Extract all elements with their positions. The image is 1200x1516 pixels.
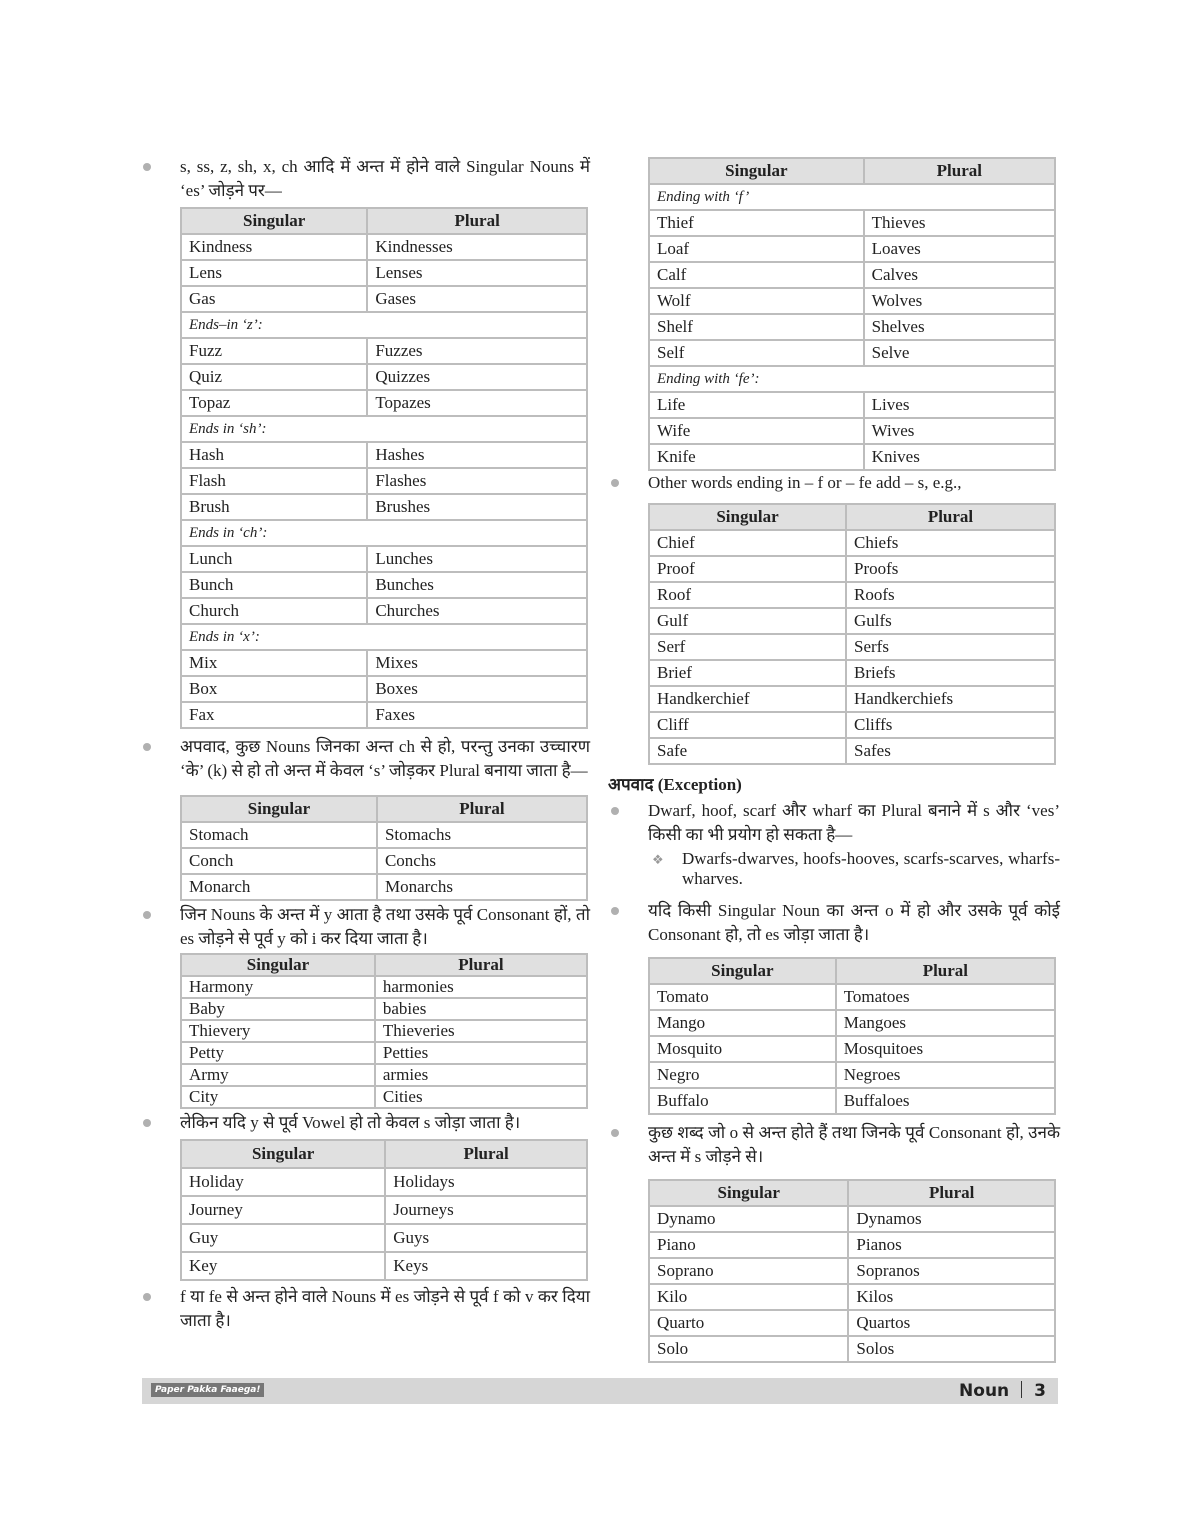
table-f-add-s [648,503,1056,765]
exception-heading: अपवाद (Exception) [608,775,742,794]
table-row [649,314,1055,340]
table-row [181,1042,587,1064]
cell-singular: Mix [181,650,367,676]
table-row [649,1232,1055,1258]
cell-singular: Baby [181,998,375,1020]
cell-plural: Monarchs [377,874,587,900]
table-row [181,822,587,848]
table-row [181,676,587,702]
cell-plural: Roofs [846,582,1055,608]
cell-singular: Flash [181,468,367,494]
cell-plural: armies [375,1064,587,1086]
table-row [649,1284,1055,1310]
cell-singular: Roof [649,582,846,608]
col-header-plural: Plural [836,958,1055,984]
table-row [181,442,587,468]
cell-plural: Churches [367,598,587,624]
cell-singular: Fuzz [181,338,367,364]
cell-plural: Fuzzes [367,338,587,364]
cell-singular: Kindness [181,234,367,260]
col-header-plural: Plural [848,1180,1055,1206]
table-row [649,288,1055,314]
cell-singular: Conch [181,848,377,874]
table-row [649,1036,1055,1062]
table-row [649,236,1055,262]
bullet-y-vowel [140,1111,590,1135]
cell-plural: Proofs [846,556,1055,582]
cell-singular: Army [181,1064,375,1086]
cell-singular: Box [181,676,367,702]
table-row [649,556,1055,582]
cell-plural: Kilos [848,1284,1055,1310]
col-header-singular: Singular [181,954,375,976]
table-row [181,1168,587,1196]
bullet-f-fe [140,1285,590,1333]
cell-singular: Loaf [649,236,864,262]
table-header-row [181,208,587,234]
cell-singular: Shelf [649,314,864,340]
cell-plural: Thieves [864,210,1055,236]
table-header-row [649,504,1055,530]
table-row [181,546,587,572]
bullet-text: जिन Nouns के अन्त में y आता है तथा उसके पूर्व Consonant हों, तो es जोड़ने से पूर्व y को i कर दिया जाता है। [180,905,590,948]
cell-plural: Journeys [385,1196,587,1224]
table-row [649,444,1055,470]
table-row [181,1224,587,1252]
cell-plural: Loaves [864,236,1055,262]
cell-singular: Thievery [181,1020,375,1042]
group-label: Ends–in ‘z’: [181,312,587,338]
table-row [649,686,1055,712]
bullet-dot-icon [611,907,619,915]
table-row [649,530,1055,556]
table-f-fe-plurals [648,157,1056,471]
cell-plural: Keys [385,1252,587,1280]
cell-plural: Holidays [385,1168,587,1196]
cell-plural: Boxes [367,676,587,702]
table-row [181,976,587,998]
table-row [649,210,1055,236]
table-row [649,984,1055,1010]
bullet-text: Other words ending in – f or – fe add – s, e.g., [648,473,962,492]
table-row [181,494,587,520]
cell-singular: Tomato [649,984,836,1010]
table-row [181,260,587,286]
cell-plural: Wives [864,418,1055,444]
cell-plural: Handkerchiefs [846,686,1055,712]
cell-plural: Serfs [846,634,1055,660]
cell-singular: Quiz [181,364,367,390]
cell-plural: Negroes [836,1062,1055,1088]
cell-plural: Bunches [367,572,587,598]
cell-singular: Journey [181,1196,385,1224]
cell-singular: Piano [649,1232,848,1258]
footer-page-info [959,1380,1046,1402]
table-row [649,1310,1055,1336]
cell-singular: Mango [649,1010,836,1036]
table-header-row [181,1140,587,1168]
cell-plural: Topazes [367,390,587,416]
cell-singular: Handkerchief [649,686,846,712]
table-y-consonant [180,953,588,1109]
table-row [181,650,587,676]
group-label-row [181,624,587,650]
cell-singular: Solo [649,1336,848,1362]
table-row [649,1062,1055,1088]
table-header-row [181,954,587,976]
group-label: Ending with ‘fe’: [649,366,1055,392]
cell-singular: Buffalo [649,1088,836,1114]
cell-plural: Faxes [367,702,587,728]
cell-singular: Cliff [649,712,846,738]
table-row [181,364,587,390]
cell-plural: Cities [375,1086,587,1108]
cell-plural: Briefs [846,660,1055,686]
cell-singular: Serf [649,634,846,660]
table-row [181,1020,587,1042]
bullet-dot-icon [143,163,151,171]
bullet-text: Dwarf, hoof, scarf और wharf का Plural बनाने में s और ‘ves’ किसी का भी प्रयोग हो सकता है— [648,801,1060,844]
col-header-singular: Singular [649,504,846,530]
table-row [649,634,1055,660]
col-header-plural: Plural [367,208,587,234]
col-header-plural: Plural [377,796,587,822]
col-header-plural: Plural [385,1140,587,1168]
cell-plural: babies [375,998,587,1020]
cell-singular: Wolf [649,288,864,314]
table-header-row [649,958,1055,984]
cell-plural: Stomachs [377,822,587,848]
cell-plural: Chiefs [846,530,1055,556]
page-footer [142,1378,1058,1404]
bullet-dwarf-hoof [608,799,1060,847]
table-row [649,392,1055,418]
cell-singular: Church [181,598,367,624]
table-row [181,874,587,900]
table-row [649,1010,1055,1036]
cell-plural: Solos [848,1336,1055,1362]
cell-plural: Tomatoes [836,984,1055,1010]
table-row [181,848,587,874]
chapter-name: Noun [959,1381,1010,1401]
cell-plural: Conchs [377,848,587,874]
cell-plural: Quizzes [367,364,587,390]
table-row [649,738,1055,764]
bullet-o-consonant-es [608,899,1060,947]
bullet-o-consonant-s [608,1121,1060,1169]
page-number: 3 [1034,1381,1046,1401]
cell-singular: City [181,1086,375,1108]
table-row [181,338,587,364]
col-header-plural: Plural [846,504,1055,530]
cell-singular: Bunch [181,572,367,598]
cell-singular: Topaz [181,390,367,416]
bullet-ch-exception [140,735,590,783]
cell-singular: Monarch [181,874,377,900]
bullet-dot-icon [143,911,151,919]
diamond-bullet-icon: ❖ [652,852,664,867]
cell-singular: Chief [649,530,846,556]
cell-singular: Lunch [181,546,367,572]
col-header-singular: Singular [181,1140,385,1168]
bullet-dot-icon [611,479,619,487]
table-row [649,1206,1055,1232]
cell-singular: Thief [649,210,864,236]
table-row [649,582,1055,608]
cell-plural: Thieveries [375,1020,587,1042]
cell-singular: Mosquito [649,1036,836,1062]
table-row [181,468,587,494]
cell-singular: Petty [181,1042,375,1064]
right-column [608,157,1060,1363]
table-ch-exception [180,795,588,901]
group-label-row [649,184,1055,210]
cell-plural: Lenses [367,260,587,286]
cell-singular: Safe [649,738,846,764]
cell-plural: Dynamos [848,1206,1055,1232]
bullet-dot-icon [143,1119,151,1127]
brand-logo: Paper Pakka Faaega! [151,1383,264,1397]
table-row [181,1252,587,1280]
table-row [649,1258,1055,1284]
cell-plural: Cliffs [846,712,1055,738]
cell-singular: Soprano [649,1258,848,1284]
cell-singular: Knife [649,444,864,470]
bullet-es-ending [140,155,590,203]
table-row [181,598,587,624]
col-header-plural: Plural [864,158,1055,184]
cell-plural: Mixes [367,650,587,676]
cell-plural: Kindnesses [367,234,587,260]
table-row [181,702,587,728]
group-label: Ends in ‘sh’: [181,416,587,442]
cell-plural: Flashes [367,468,587,494]
bullet-f-fe-add-s [608,471,1060,495]
table-o-s [648,1179,1056,1363]
bullet-dot-icon [611,807,619,815]
cell-plural: Quartos [848,1310,1055,1336]
cell-plural: Calves [864,262,1055,288]
table-row [649,1336,1055,1362]
cell-plural: Mangoes [836,1010,1055,1036]
table-row [181,998,587,1020]
cell-plural: Mosquitoes [836,1036,1055,1062]
cell-singular: Calf [649,262,864,288]
table-row [649,608,1055,634]
bullet-text: यदि किसी Singular Noun का अन्त o में हो और उसके पूर्व कोई Consonant हो, तो es जोड़ा जाता है। [648,901,1060,944]
table-row [181,286,587,312]
cell-plural: Petties [375,1042,587,1064]
cell-singular: Lens [181,260,367,286]
cell-singular: Brush [181,494,367,520]
cell-plural: Wolves [864,288,1055,314]
cell-plural: Selve [864,340,1055,366]
table-row [649,340,1055,366]
table-row [649,660,1055,686]
group-label-row [649,366,1055,392]
group-label: Ends in ‘ch’: [181,520,587,546]
cell-singular: Wife [649,418,864,444]
cell-plural: Gases [367,286,587,312]
cell-singular: Fax [181,702,367,728]
col-header-plural: Plural [375,954,587,976]
table-o-es [648,957,1056,1115]
cell-plural: Pianos [848,1232,1055,1258]
bullet-text: s, ss, z, sh, x, ch आदि में अन्त में होने वाले Singular Nouns में ‘es’ जोड़ने पर— [180,157,590,200]
cell-singular: Gulf [649,608,846,634]
bullet-text: अपवाद, कुछ Nouns जिनका अन्त ch से हो, परन्तु उनका उच्चारण ‘के’ (k) से हो तो अन्त में केवल ‘s’ जोड़कर Plural बनाया जाता है— [180,737,590,780]
cell-plural: Buffaloes [836,1088,1055,1114]
cell-singular: Harmony [181,976,375,998]
cell-plural: Lunches [367,546,587,572]
cell-singular: Kilo [649,1284,848,1310]
col-header-singular: Singular [649,158,864,184]
cell-singular: Holiday [181,1168,385,1196]
table-es-plurals [180,207,588,729]
table-row [181,1064,587,1086]
col-header-singular: Singular [181,796,377,822]
bullet-dot-icon [143,743,151,751]
table-row [181,1196,587,1224]
cell-plural: Guys [385,1224,587,1252]
bullet-dot-icon [611,1129,619,1137]
table-header-row [649,158,1055,184]
cell-plural: Shelves [864,314,1055,340]
cell-plural: Lives [864,392,1055,418]
cell-plural: Knives [864,444,1055,470]
cell-singular: Hash [181,442,367,468]
col-header-singular: Singular [649,958,836,984]
bullet-text: कुछ शब्द जो o से अन्त होते हैं तथा जिनके पूर्व Consonant हो, उनके अन्त में s जोड़ने से। [648,1123,1060,1166]
table-row [649,262,1055,288]
cell-singular: Key [181,1252,385,1280]
cell-plural: Hashes [367,442,587,468]
table-row [649,418,1055,444]
table-y-vowel [180,1139,588,1281]
cell-plural: Sopranos [848,1258,1055,1284]
col-header-singular: Singular [181,208,367,234]
cell-singular: Negro [649,1062,836,1088]
cell-singular: Quarto [649,1310,848,1336]
cell-singular: Dynamo [649,1206,848,1232]
table-row [181,572,587,598]
footer-divider [1021,1381,1022,1398]
table-row [181,234,587,260]
cell-plural: Brushes [367,494,587,520]
cell-singular: Guy [181,1224,385,1252]
sub-bullet-text: Dwarfs-dwarves, hoofs-hooves, scarfs-scarves, wharfs- wharves. [682,849,1060,888]
sub-bullet-examples [608,849,1060,889]
group-label-row [181,520,587,546]
bullet-text: f या fe से अन्त होने वाले Nouns में es जोड़ने से पूर्व f को v कर दिया जाता है। [180,1287,590,1330]
left-column [140,155,590,1333]
cell-plural: harmonies [375,976,587,998]
group-label-row [181,416,587,442]
cell-plural: Safes [846,738,1055,764]
bullet-y-consonant [140,903,590,951]
cell-singular: Brief [649,660,846,686]
cell-singular: Life [649,392,864,418]
bullet-text: लेकिन यदि y से पूर्व Vowel हो तो केवल s जोड़ा जाता है। [180,1113,521,1132]
group-label: Ends in ‘x’: [181,624,587,650]
cell-singular: Self [649,340,864,366]
cell-singular: Stomach [181,822,377,848]
bullet-dot-icon [143,1293,151,1301]
group-label: Ending with ‘f’ [649,184,1055,210]
table-header-row [649,1180,1055,1206]
table-row [181,1086,587,1108]
cell-singular: Proof [649,556,846,582]
table-header-row [181,796,587,822]
table-row [649,712,1055,738]
group-label-row [181,312,587,338]
cell-singular: Gas [181,286,367,312]
table-row [649,1088,1055,1114]
col-header-singular: Singular [649,1180,848,1206]
cell-plural: Gulfs [846,608,1055,634]
table-row [181,390,587,416]
